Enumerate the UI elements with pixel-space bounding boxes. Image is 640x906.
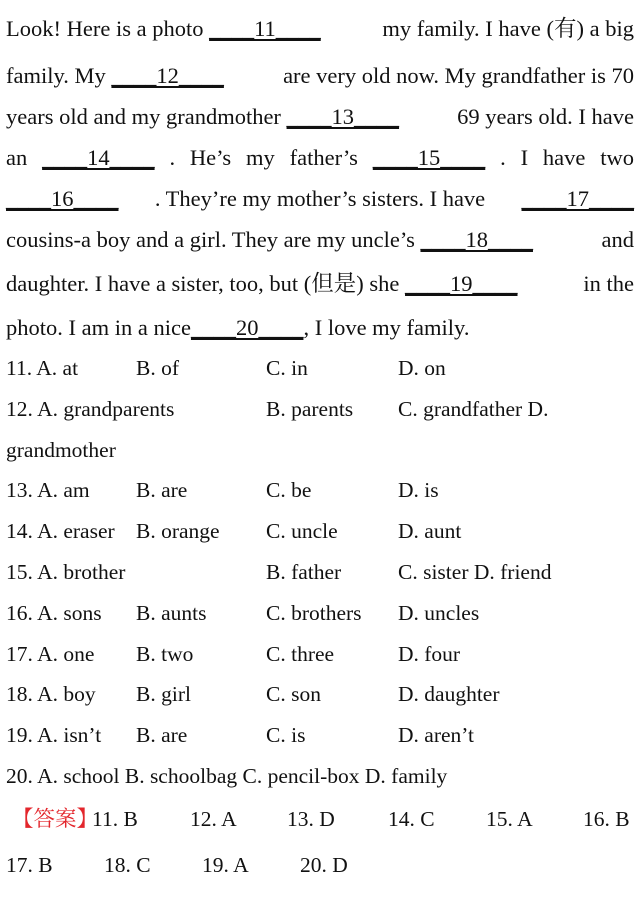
- passage-word: .: [500, 145, 506, 170]
- blank-20: ____20____: [190, 315, 304, 340]
- answer-item: 12. A: [190, 807, 237, 831]
- blank-18: ____18____: [420, 227, 533, 252]
- option-a: 13. A. am: [6, 478, 90, 503]
- question-row: [6, 593, 634, 634]
- question-row: [6, 552, 634, 593]
- question-row: [6, 348, 634, 389]
- passage-line: [6, 96, 634, 137]
- option-b: B. are: [136, 478, 188, 503]
- passage-word: my: [246, 145, 275, 170]
- option-d: D. four: [398, 641, 461, 666]
- answer-label: 【答案】: [12, 807, 99, 831]
- passage-word: I: [520, 145, 529, 170]
- option-c: C. is: [266, 723, 306, 748]
- answer-item: 15. A: [486, 807, 533, 831]
- question-row: [6, 634, 634, 675]
- answer-item: 20. D: [300, 853, 348, 877]
- passage-text: daughter. I have a sister, too, but (但是) she: [6, 271, 406, 296]
- blank-17: ____17____: [521, 186, 634, 211]
- answer-item: 18. C: [104, 853, 151, 877]
- option-c: C. son: [266, 682, 321, 707]
- option-d: D. aren’t: [398, 723, 475, 748]
- passage-line: [6, 55, 634, 96]
- passage-text: . They’re my mother’s sisters. I have: [154, 186, 486, 211]
- question-row: [6, 715, 634, 756]
- blank-12: ____12____: [111, 63, 224, 88]
- option-a: 11. A. at: [6, 356, 79, 380]
- option-c: C. three: [266, 641, 335, 666]
- option-b: B. father: [266, 559, 342, 584]
- option-c: C. sister D. friend: [398, 559, 552, 584]
- passage-text: years old and my grandmother: [6, 104, 287, 129]
- option-b: B. are: [136, 723, 188, 748]
- passage-text: photo. I am in a nice: [6, 315, 191, 340]
- answer-item: 11. B: [92, 807, 138, 831]
- option-line: 20. A. school B. schoolbag C. pencil-box D. family: [6, 763, 448, 788]
- option-c: C. brothers: [266, 600, 362, 625]
- cloze-passage: [6, 8, 634, 348]
- option-a: 16. A. sons: [6, 600, 102, 625]
- passage-word: father’s: [289, 145, 358, 170]
- passage-text: cousins-a boy and a girl. They are my uncle’s: [6, 227, 421, 252]
- option-c: C. uncle: [266, 519, 338, 544]
- option-a: 18. A. boy: [6, 682, 96, 707]
- option-b: B. girl: [136, 682, 191, 707]
- question-row: [6, 511, 634, 552]
- option-c: C. in: [266, 356, 308, 380]
- passage-word: .: [169, 145, 176, 170]
- passage-line: [6, 8, 634, 55]
- question-row: [6, 674, 634, 715]
- question-row: [6, 389, 634, 430]
- passage-word: He’s: [189, 145, 232, 170]
- passage-text: Look! Here is a photo: [6, 16, 210, 41]
- blank-13: ____13____: [286, 104, 400, 129]
- passage-text: in the: [583, 271, 634, 296]
- option-b: B. parents: [266, 396, 354, 421]
- blank-16: ____16____: [6, 186, 119, 211]
- passage-word: two: [600, 145, 634, 170]
- answer-key: [6, 796, 634, 888]
- question-row-wrap: [6, 430, 634, 471]
- passage-line: [6, 219, 634, 260]
- option-d-wrap: grandmother: [6, 437, 116, 462]
- passage-line: [6, 260, 634, 307]
- blank-11: ____11____: [209, 16, 321, 41]
- option-d: D. on: [398, 356, 446, 380]
- question-row: [6, 756, 634, 797]
- option-d: D. daughter: [398, 682, 500, 707]
- answer-item: 19. A: [202, 853, 249, 877]
- question-options: [6, 348, 634, 797]
- passage-text: are very old now. My grandfather is 70: [283, 63, 634, 88]
- option-a: 14. A. eraser: [6, 519, 115, 544]
- passage-word: have: [542, 145, 586, 170]
- answer-item: 14. C: [388, 807, 435, 831]
- option-c: C. grandfather D.: [398, 396, 549, 421]
- answer-item: 13. D: [287, 807, 335, 831]
- question-row: [6, 470, 634, 511]
- option-d: D. uncles: [398, 600, 480, 625]
- option-a: 19. A. isn’t: [6, 723, 102, 748]
- passage-text: 69 years old. I have: [457, 104, 634, 129]
- answer-row: [6, 842, 634, 888]
- option-a: 17. A. one: [6, 641, 95, 666]
- blank-15: ____15____: [372, 145, 486, 170]
- option-d: D. aunt: [398, 519, 462, 544]
- option-b: B. aunts: [136, 600, 207, 625]
- passage-text: family. My: [6, 63, 112, 88]
- passage-text: and: [601, 227, 634, 252]
- passage-text: my family. I have (有) a big: [382, 16, 634, 41]
- blank-14: ____14____: [42, 145, 155, 170]
- blank-19: ____19____: [405, 271, 518, 296]
- option-c: C. be: [266, 478, 312, 503]
- answer-item: 17. B: [6, 853, 53, 877]
- answer-item: 16. B: [583, 807, 630, 831]
- option-a: 15. A. brother: [6, 559, 126, 584]
- option-b: B. orange: [136, 519, 220, 544]
- answer-row: [6, 796, 634, 842]
- option-d: D. is: [398, 478, 439, 503]
- passage-line: [6, 137, 634, 178]
- passage-word: an: [6, 145, 28, 170]
- passage-text: , I love my family.: [303, 315, 470, 340]
- option-b: B. two: [136, 641, 194, 666]
- option-a: 12. A. grandparents: [6, 396, 175, 421]
- passage-line: [6, 307, 634, 348]
- passage-line: [6, 178, 634, 219]
- option-b: B. of: [136, 356, 179, 380]
